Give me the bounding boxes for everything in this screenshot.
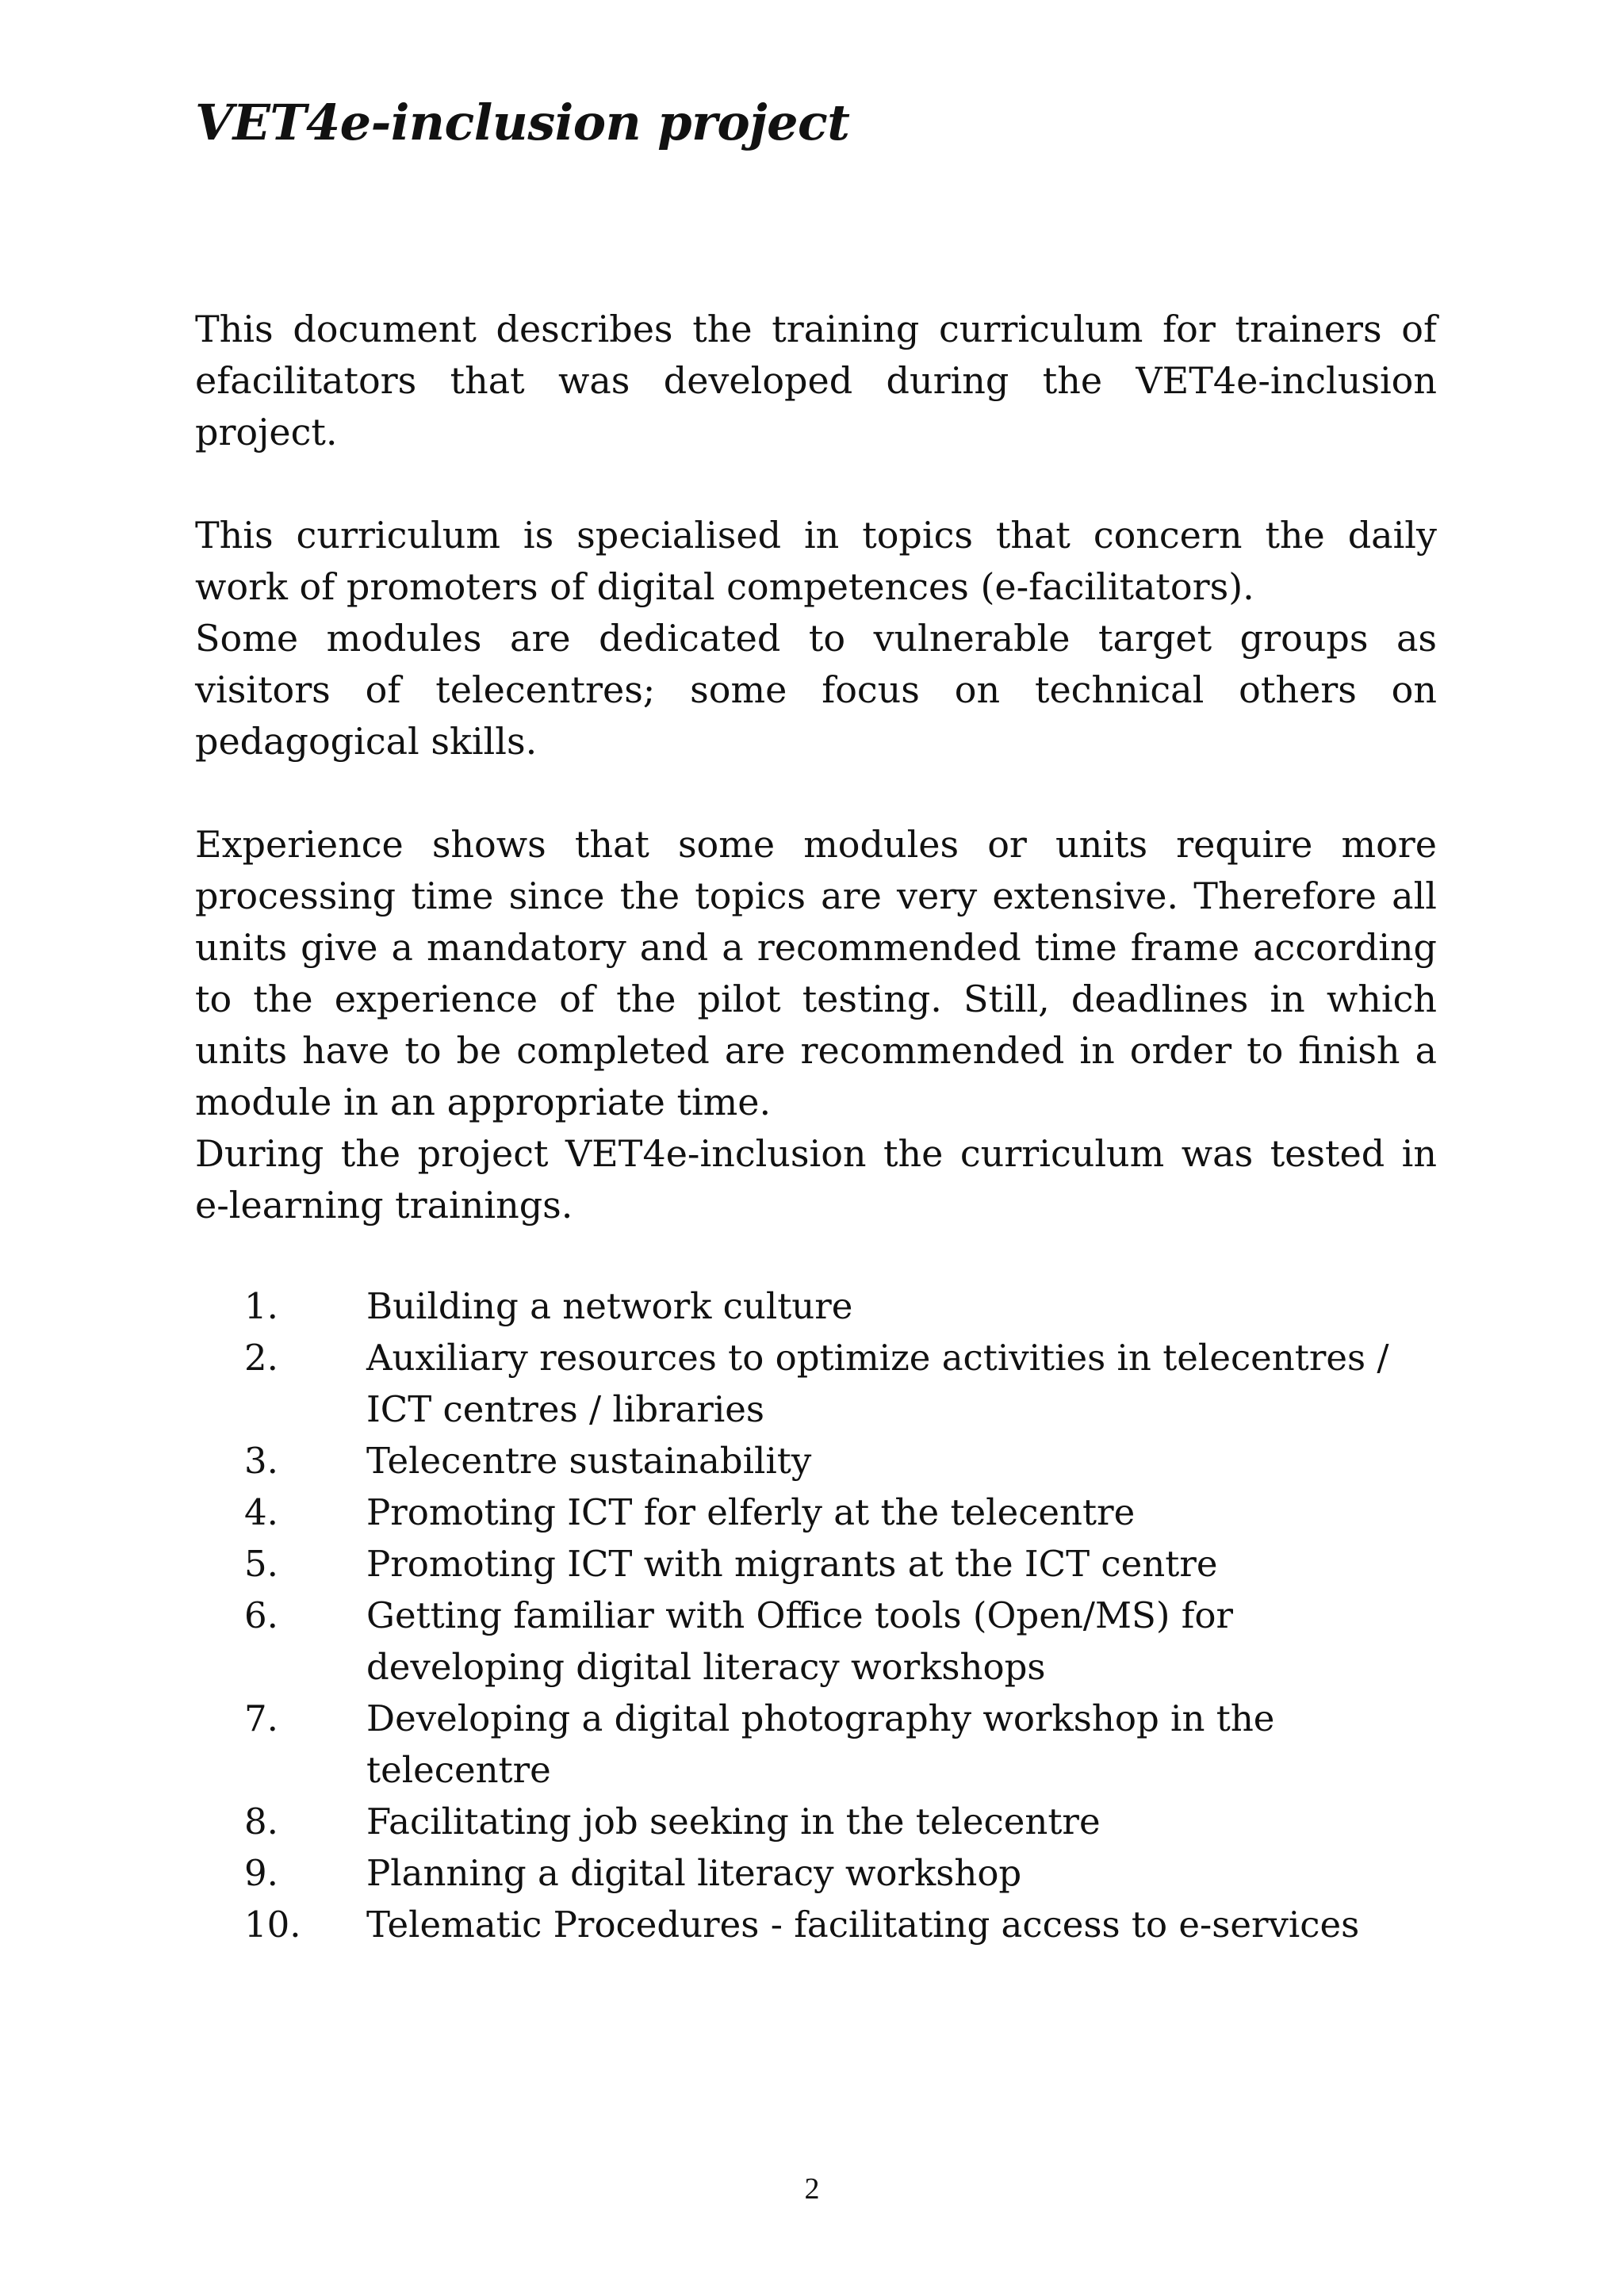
list-number: 2. [244, 1337, 278, 1379]
paragraph-text: This document describes the training curriculum for trainers of efacilitators that was developed during the VET4e-inclusion project. [195, 308, 1437, 453]
paragraph-text: Some modules are dedicated to vulnerable target groups as visitors of telecentres; some focus on technical others on pedagogical skills. [195, 617, 1437, 763]
list-number: 4. [244, 1491, 278, 1533]
list-label: Facilitating job seeking in the telecentre [366, 1800, 1101, 1843]
paragraph-text: During the project VET4e-inclusion the curriculum was tested in e-learning trainings. [195, 1132, 1437, 1226]
list-item [195, 1538, 1437, 1590]
paragraph-text: Experience shows that some modules or units require more processing time since the topics are very extensive. Therefore all units give a mandatory and a recommended time frame according to the experience of the pilot testing. Still, deadlines in which units have to be completed are recommended in order to finish a module in an appropriate time. [195, 823, 1437, 1123]
list-item [195, 1899, 1437, 1950]
list-item [195, 1280, 1437, 1332]
list-label: Telecentre sustainability [366, 1440, 812, 1482]
list-number: 6. [244, 1594, 278, 1636]
list-number: 7. [244, 1697, 278, 1739]
list-number: 9. [244, 1852, 278, 1894]
curriculum-paragraph [195, 510, 1437, 767]
list-label: Getting familiar with Office tools (Open/MS) for developing digital literacy workshops [366, 1594, 1233, 1688]
page-number: 2 [804, 2172, 820, 2206]
list-label: Telematic Procedures - facilitating access to e-services [366, 1904, 1360, 1946]
list-number: 1. [244, 1285, 278, 1327]
list-label: Developing a digital photography workshop in the telecentre [366, 1697, 1275, 1791]
list-number: 8. [244, 1800, 278, 1843]
list-number: 5. [244, 1543, 278, 1585]
module-list [195, 1280, 1437, 1950]
list-label: Promoting ICT with migrants at the ICT centre [366, 1543, 1218, 1585]
paragraph-text: This curriculum is specialised in topics that concern the daily work of promoters of digital competences (e-facilitators). [195, 514, 1437, 608]
list-label: Building a network culture [366, 1285, 853, 1327]
list-item [195, 1332, 1437, 1435]
list-item [195, 1590, 1437, 1693]
list-item [195, 1487, 1437, 1538]
intro-paragraph [195, 304, 1437, 458]
list-item [195, 1847, 1437, 1899]
list-number: 10. [244, 1904, 301, 1946]
document-title: VET4e-inclusion project [195, 94, 850, 151]
list-label: Promoting ICT for elferly at the telecentre [366, 1491, 1136, 1533]
list-number: 3. [244, 1440, 278, 1482]
list-label: Planning a digital literacy workshop [366, 1852, 1022, 1894]
list-item [195, 1435, 1437, 1487]
list-item [195, 1693, 1437, 1796]
experience-paragraph [195, 819, 1437, 1231]
list-label: Auxiliary resources to optimize activities in telecentres / ICT centres / libraries [366, 1337, 1389, 1430]
list-item [195, 1796, 1437, 1847]
